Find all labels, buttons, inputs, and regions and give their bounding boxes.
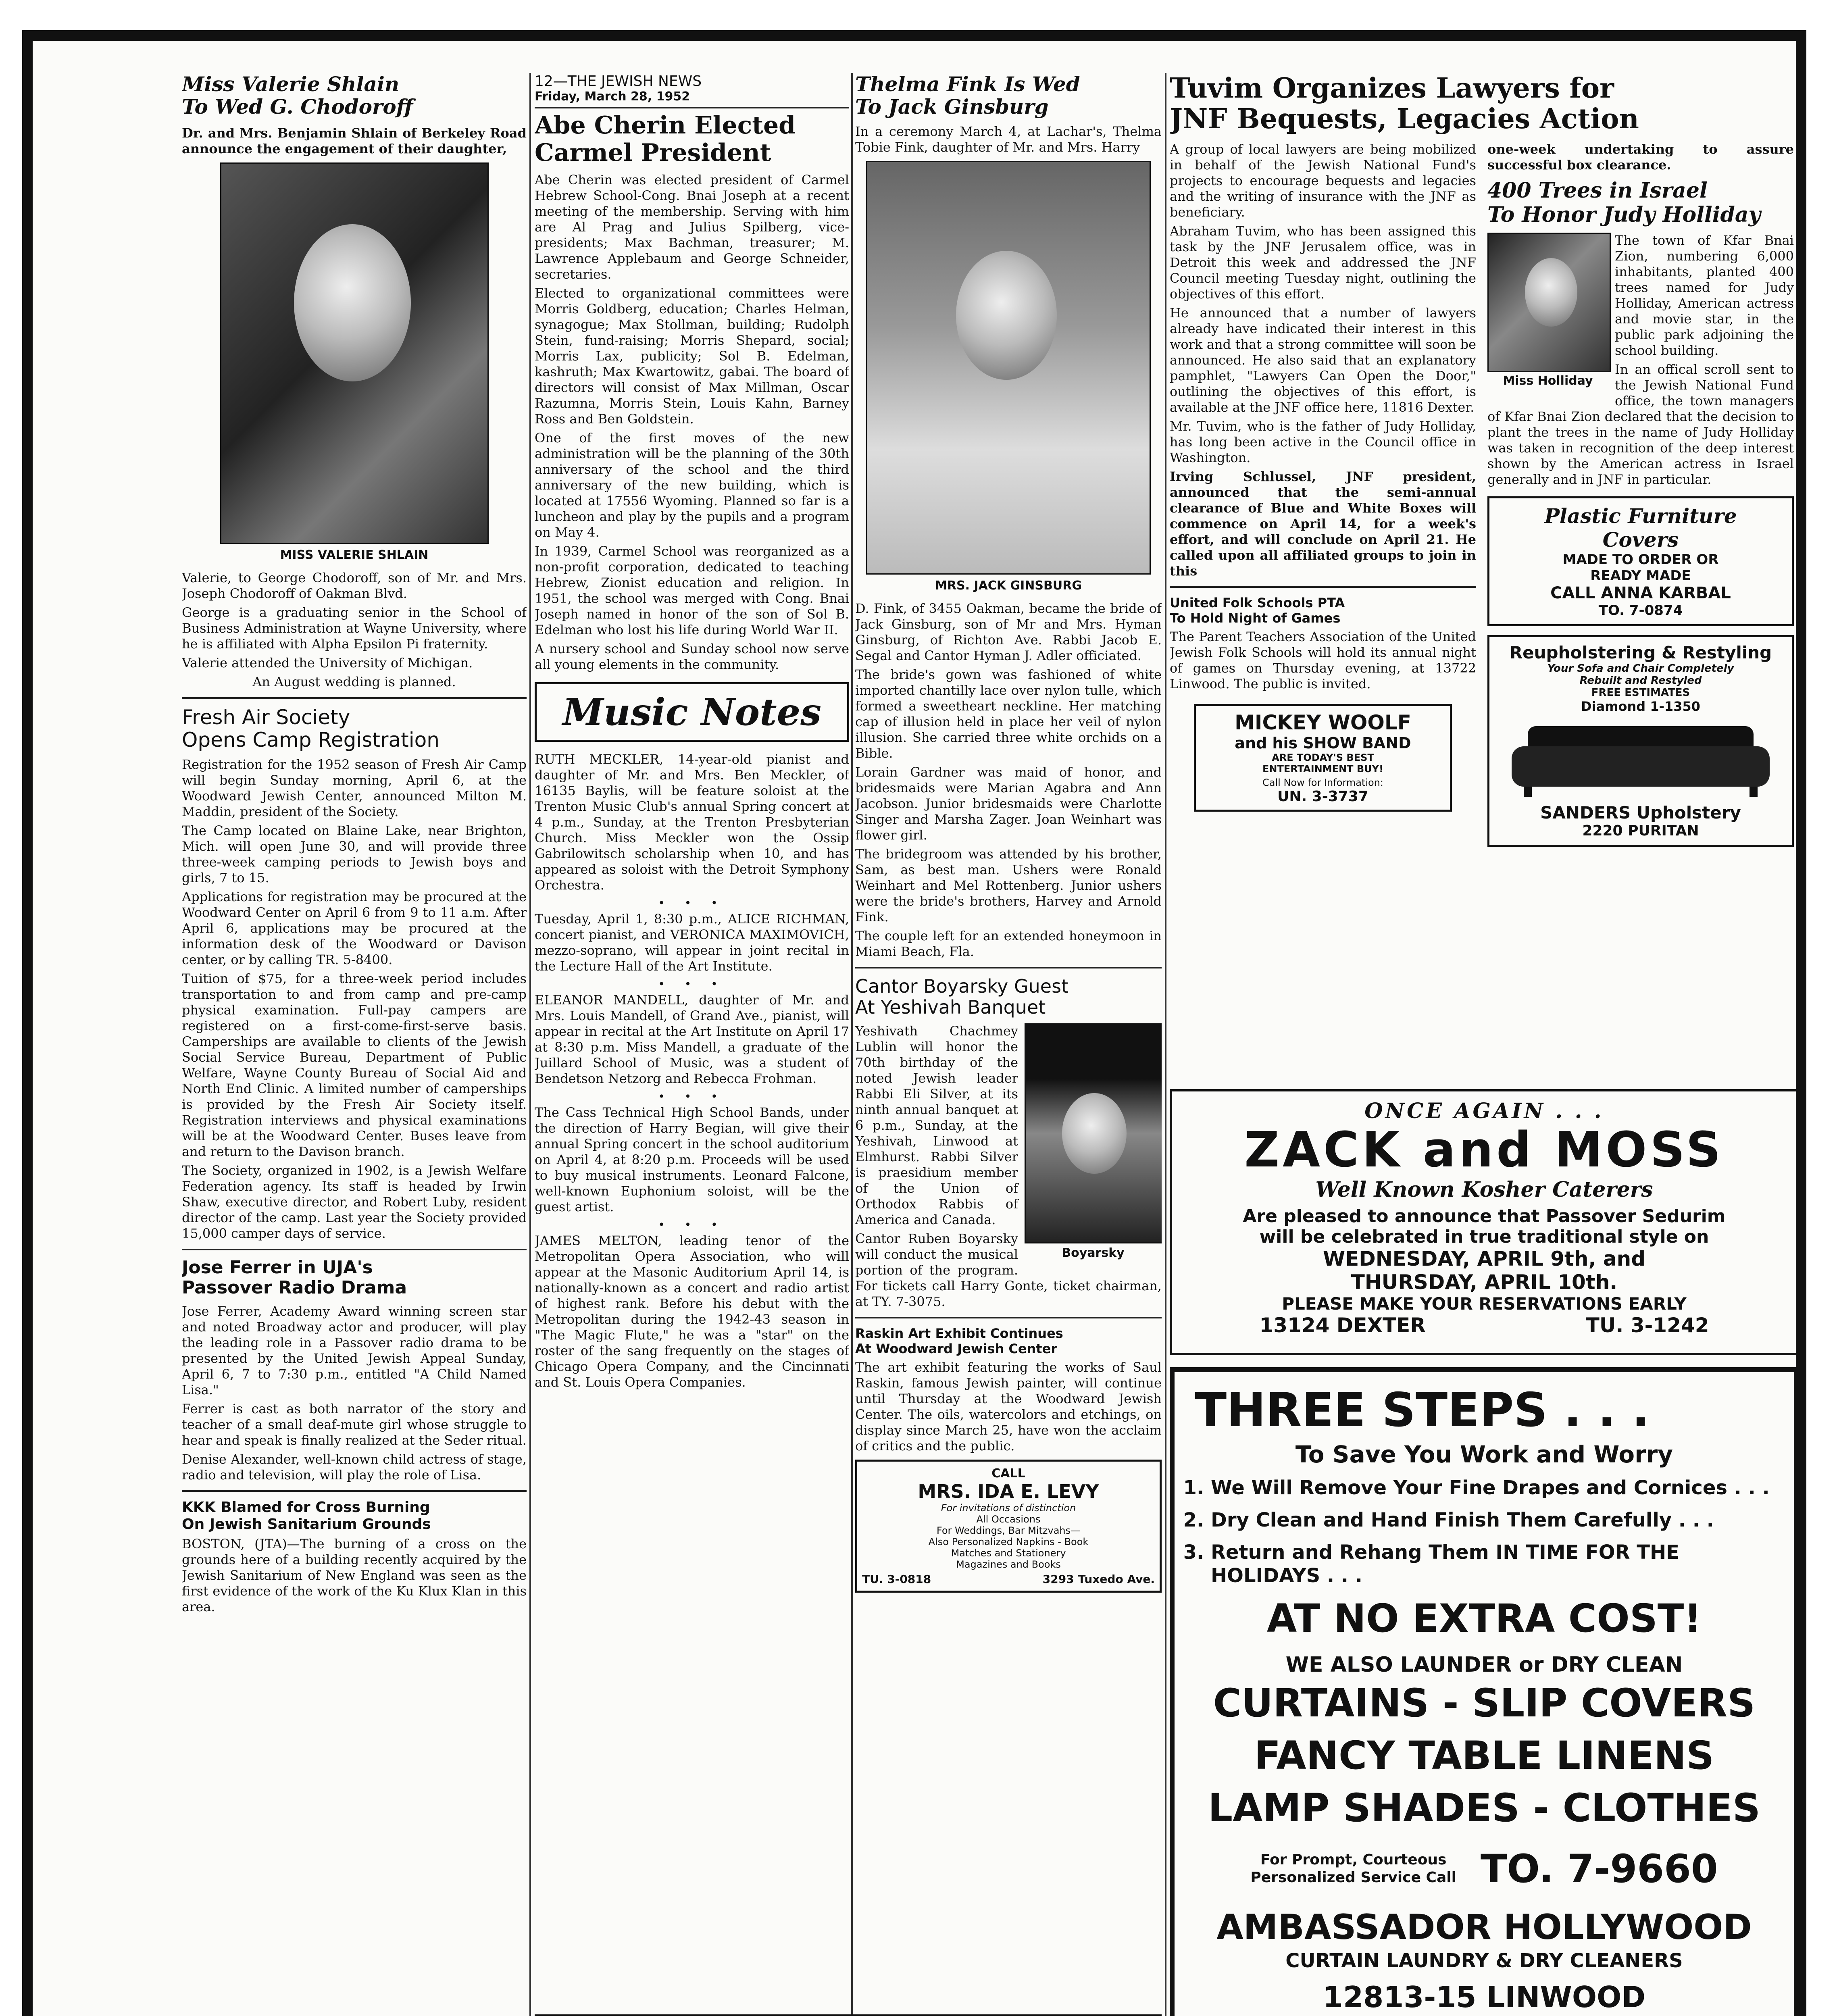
music-paragraph: Tuesday, April 1, 8:30 p.m., ALICE RICHMAN, concert pianist, and VERONICA MAXIMOVICH, mezzo-soprano, will appear in joint recital in the Lecture Hall of the Art Institute.: [535, 911, 849, 974]
steps-list: [1211, 1476, 1782, 1587]
cherin-paragraph: In 1939, Carmel School was reorganized as a non-profit corporation, dedicated to teaching Hebrew, Zionist education and religion. In 1951, the school was merged with Cong. Bnai Joseph named in honor of the son of Sol B. Edelman who lost his life during World War II.: [535, 544, 849, 637]
boyarsky-photo-block: [1025, 1023, 1162, 1262]
holliday-photo: [1487, 233, 1611, 372]
ambassador-hollywood-ad: THREE STEPS . . . To Save You Work and Worry 1. We Will Remove Your Fine Drapes and Cornices . . . 2. Dry Clean and Hand Finish Them Carefully . . . 3. Return and Rehang Them IN TIME FOR THE HOLIDAYS . . . AT NO EXTRA COST! WE ALSO LAUNDER or DRY CLEAN CURTAINS - SLIP COVERS FANCY TABLE LINENS LAMP SHADES - CLOTHES For Prompt, Courteous Personalized Service Call TO. 7-9660 AMBASSADOR HOLLYWOOD CURTAIN LAUNDRY & DRY CLEANERS 12813-15 LINWOOD: [1170, 1367, 1799, 2016]
holliday-caption: Miss Holliday: [1503, 374, 1593, 388]
fresh-air-paragraph: The Society, organized in 1902, is a Jewish Welfare Federation agency. Its staff is headed by Irwin Shaw, executive director, and Robert Luby, resident director of the camp. Last year the Society provided 15,000 camper days of service.: [182, 1163, 527, 1241]
music-paragraph: JAMES MELTON, leading tenor of the Metropolitan Opera Association, who will appear at the Masonic Auditorium April 14, is nationally-known as a concert and radio artist of highest rank. Before his debut with the Metropolitan during the 1942-43 season in "The Magic Flute," he was a "star" on the roster of the sang frequently on the stages of Chicago Opera Company, and the Cincinnati and St. Louis Opera Companies.: [535, 1233, 849, 1390]
ginsburg-wedding-photo: [866, 161, 1151, 575]
boyarsky-paragraph: Cantor Ruben Boyarsky will conduct the musical portion of the program. For tickets call Harry Gonte, ticket chairman, at TY. 7-3075.: [855, 1231, 1162, 1309]
tuvim-headline: Tuvim Organizes Lawyers for JNF Bequests, Legacies Action: [1170, 73, 1639, 135]
column-3: [855, 73, 1162, 1593]
masthead-page-line: 12—THE JEWISH NEWS: [535, 73, 702, 90]
fink-headline: Thelma Fink Is Wed To Jack Ginsburg: [855, 73, 1080, 119]
fink-caption: MRS. JACK GINSBURG: [935, 579, 1082, 593]
tuvim-left: [1170, 142, 1476, 847]
tuvim-right: [1487, 142, 1794, 847]
masthead-date: Friday, March 28, 1952: [535, 90, 690, 104]
fink-lead: In a ceremony March 4, at Lachar's, Thelma Tobie Fink, daughter of Mr. and Mrs. Harry: [855, 124, 1162, 155]
column-4: [1170, 73, 1799, 847]
raskin-paragraph: The art exhibit featuring the works of Saul Raskin, famous Jewish painter, will continue until Thursday at the Woodward Jewish Center. The oils, watercolors and etchings, on display since March 25, have won the acclaim of critics and the public.: [855, 1360, 1162, 1454]
tuvim-paragraph: one-week undertaking to assure successful box clearance.: [1487, 142, 1794, 173]
raskin-headline: Raskin Art Exhibit Continues At Woodward Jewish Center: [855, 1326, 1063, 1356]
cherin-paragraph: A nursery school and Sunday school now serve all young elements in the community.: [535, 641, 849, 672]
ferrer-paragraph: Ferrer is cast as both narrator of the story and teacher of a small deaf-mute girl whose struggle to hear and speak is finally realized at the Seder ritual.: [182, 1401, 527, 1448]
ferrer-paragraph: Denise Alexander, well-known child actress of stage, radio and television, will play the role of Lisa.: [182, 1452, 527, 1483]
music-notes-banner: [535, 682, 849, 742]
music-paragraph: ELEANOR MANDELL, daughter of Mr. and Mrs. Louis Mandell, of Grand Ave., pianist, will appear in recital at the Art Institute on April 17 at 8:30 p.m. Miss Mandell, a graduate of the Juillard School of Music, was a student of Bendetson Netzorg and Rebecca Frohman.: [535, 992, 849, 1086]
fink-paragraph: Lorain Gardner was maid of honor, and bridesmaids were Marian Agabra and Ann Jacobson. Junior bridesmaids were Charlotte Singer and Marsha Zager. Joan Weinhart was flower girl.: [855, 764, 1162, 843]
shlain-lead: Dr. and Mrs. Benjamin Shlain of Berkeley Road announce the engagement of their daughter,: [182, 125, 527, 156]
column-1: [182, 73, 527, 1618]
kkk-paragraph: BOSTON, (JTA)—The burning of a cross on the grounds here of a building recently acquired by the Jewish Sanitarium of New England was seen as the first evidence of the work of the Ku Klux Klan in this area.: [182, 1536, 527, 1614]
kkk-headline: KKK Blamed for Cross Burning On Jewish Sanitarium Grounds: [182, 1499, 431, 1533]
music-paragraph: The Cass Technical High School Bands, under the direction of Harry Begian, will give their annual Spring concert in the school auditorium on April 4, at 8:20 p.m. Proceeds will be used to buy musical instruments. Leonard Falcone, well-known Euphonium soloist, will be the guest artist.: [535, 1105, 849, 1214]
tuvim-paragraph: Irving Schlussel, JNF president, announced that the semi-annual clearance of Blue and White Boxes will commence on April 14, for a week's effort, and will conclude on April 21. He called upon all affiliated groups to join in this: [1170, 469, 1476, 579]
cherin-paragraph: Elected to organizational committees were Morris Goldberg, education; Charles Helman, synagogue; Max Stollman, building; Rudolph Stein, fund-raising; Morris Shepard, social; Morris Lax, publicity; Sol B. Edelman, kashruth; Max Kwartowitz, gabai. The board of directors will consist of Max Millman, Oscar Razumna, Morris Stein, Louis Kahn, Barney Ross and Ben Goldstein.: [535, 285, 849, 427]
column-2: 12—THE JEWISH NEWS Friday, March 28, 1952 Abe Cherin Elected Carmel President Abe Cherin was elected president of Carmel Hebrew School-Cong. Bnai Joseph at a recent meeting of the membership. Serving with him are Al Prag and Julius Spilberg, vice-presidents; Max Bachman, treasurer; M. Lawrence Applebaum and George Schneider, secretaries. Elected to organizational committees were Morris Goldberg, education; Charles Helman, synagogue; Max Stollman, building; Rudolph Stein, fund-raising; Morris Shepard, social; Morris Lax, publicity; Sol B. Edelman, kashruth; Max Kwartowitz, gabai. The board of directors will consist of Max Millman, Oscar Razumna, Morris Stein, Louis Kahn, Barney Ross and Ben Goldstein. One of the first moves of the new administration will be the planning of the 30th anniversary of the school and the third anniversary of the new building, which is located at 17556 Wyoming. Planned so far is a luncheon and play by the pupils and a program on May 4. In 1939, Carmel School was reorganized as a non-profit corporation, dedicated to teaching Hebrew, Zionist education and religion. In 1951, the school was merged with Cong. Bnai Joseph named in honor of the son of Sol B. Edelman who lost his life during World War II. A nursery school and Sunday school now serve all young elements in the community. Music Notes RUTH MECKLER, 14-year-old pianist and daughter of Mr. and Mrs. Ben Meckler, of 16135 Baylis, will be feature soloist at the Trenton Music Club's annual Spring concert at 4 p.m., Sunday, at the Trenton Presbyterian Church. Miss Meckler won the Ossip Gabrilowitsch scholarship when 10, and has appeared as soloist with the Detroit Symphony Orchestra. • • • Tuesday, April 1, 8:30 p.m., ALICE RICHMAN, concert pianist, and VERONICA MAXIMOVICH, mezzo-soprano, will appear in joint recital in the Lecture Hall of the Art Institute. • • • ELEANOR MANDELL, daughter of Mr. and Mrs. Louis Mandell, of Grand Ave., pianist, will appear in recital at the Art Institute on April 17 at 8:30 p.m. Miss Mandell, a graduate of the Juillard School of Music, was a student of Bendetson Netzorg and Rebecca Frohman. • • • The Cass Technical High School Bands, under the direction of Harry Begian, will give their annual Spring concert in the school auditorium on April 4, at 8:20 p.m. Proceeds will be used to buy musical instruments. Leonard Falcone, well-known Euphonium soloist, will be the guest artist. • • • JAMES MELTON, leading tenor of the Metropolitan Opera Association, who will appear at the Masonic Auditorium April 14, is nationally-known as a concert and radio artist of highest rank. Before his debut with the Metropolitan during the 1942-43 season in "The Magic Flute," he was a "star" on the roster of the sang frequently on the stages of Chicago Opera Company, and the Cincinnati and St. Louis Opera Companies.: [535, 73, 849, 1390]
fresh-air-headline: Fresh Air Society Opens Camp Registration: [182, 706, 439, 752]
mickey-woolf-ad: MICKEY WOOLF and his SHOW BAND ARE TODAY'S BEST ENTERTAINMENT BUY! Call Now for Information: UN. 3-3737: [1194, 704, 1452, 812]
fresh-air-paragraph: Applications for registration may be procured at the Woodward Center on April 6 from 9 to 11 a.m. After April 6, applications may be procured at the information desk of the Woodward or Davison center, or by calling TR. 5-8400.: [182, 889, 527, 967]
ferrer-headline: Jose Ferrer in UJA's Passover Radio Drama: [182, 1257, 407, 1298]
shlain-headline: Miss Valerie Shlain To Wed G. Chodoroff: [182, 73, 413, 119]
trees-paragraph: The town of Kfar Bnai Zion, numbering 6,000 inhabitants, planted 400 trees named for Judy Holliday, American actress and movie star, in the public park adjoining the school building.: [1615, 233, 1794, 358]
newspaper-page: [22, 30, 1806, 2016]
shlain-paragraph: An August wedding is planned.: [252, 674, 456, 689]
cherin-headline: Abe Cherin Elected Carmel President: [535, 111, 796, 167]
shlain-caption: MISS VALERIE SHLAIN: [280, 548, 429, 562]
boyarsky-headline: Cantor Boyarsky Guest At Yeshivah Banquet: [855, 975, 1069, 1018]
trees-headline: 400 Trees in Israel To Honor Judy Holliday: [1487, 178, 1761, 227]
tuvim-paragraph: Mr. Tuvim, who is the father of Judy Holliday, has long been active in the Council office in Washington.: [1170, 419, 1476, 465]
valerie-shlain-photo: [220, 162, 489, 544]
cherin-paragraph: One of the first moves of the new administration will be the planning of the 30th anniversary of the school and the third anniversary of the new building, which is located at 17556 Wyoming. Planned so far is a luncheon and play by the pupils and a program on May 4.: [535, 430, 849, 540]
boyarsky-caption: Boyarsky: [1062, 1246, 1125, 1260]
music-paragraph: RUTH MECKLER, 14-year-old pianist and daughter of Mr. and Mrs. Ben Meckler, of 16135 Baylis, will be feature soloist at the Trenton Music Club's annual Spring concert at 4 p.m., Sunday, at the Trenton Presbyterian Church. Miss Meckler won the Ossip Gabrilowitsch scholarship when 10, and has appeared as soloist with the Detroit Symphony Orchestra.: [535, 752, 849, 893]
fink-paragraph: D. Fink, of 3455 Oakman, became the bride of Jack Ginsburg, son of Mr and Mrs. Hyman Ginsburg, of Richton Ave. Rabbi Jacob E. Segal and Cantor Hyman J. Adler officiated.: [855, 601, 1162, 663]
step-item: 3. Return and Rehang Them IN TIME FOR THE HOLIDAYS . . .: [1211, 1541, 1782, 1587]
boyarsky-paragraph: Yeshivath Chachmey Lublin will honor the 70th birthday of the noted Jewish leader Rabbi Eli Silver, at its ninth annual banquet at 6 p.m., Sunday, at the Yeshivah, Linwood at Elmhurst. Rabbi Silver is praesidium member of the Union of Orthodox Rabbis of America and Canada.: [855, 1023, 1018, 1227]
trees-paragraph: In an offical scroll sent to the Jewish National Fund office, the town managers of Kfar Bnai Zion declared that the decision to plant the trees in the name of Judy Holliday was taken in recognition of the deep interest shown by the American actress in Israel generally and in JNF in particular.: [1487, 362, 1794, 487]
step-item: 1. We Will Remove Your Fine Drapes and Cornices . . .: [1211, 1476, 1782, 1500]
holliday-photo-block: [1487, 233, 1608, 389]
steps-contact-row: For Prompt, Courteous Personalized Service Call TO. 7-9660: [1250, 1846, 1718, 1891]
tuvim-columns: [1170, 142, 1799, 847]
dexter-davison-ad: [535, 2014, 1162, 2016]
column-rule: [851, 73, 853, 2016]
fink-paragraph: The bridegroom was attended by his brother, Sam, as best man. Ushers were Ronald Weinhart and Mel Rottenberg. Junior ushers were the bride's brothers, Harvey and Arnold Fink.: [855, 846, 1162, 925]
tuvim-paragraph: A group of local lawyers are being mobilized in behalf of the Jewish National Fund's projects to encourage bequests and legacies and the writing of insurance with the JNF as beneficiary.: [1170, 142, 1476, 220]
plastic-covers-ad: Plastic Furniture Covers MADE TO ORDER OR READY MADE CALL ANNA KARBAL TO. 7-0874: [1487, 496, 1794, 626]
folk-paragraph: The Parent Teachers Association of the United Jewish Folk Schools will hold its annual night of games on Thursday evening, at 13722 Linwood. The public is invited.: [1170, 629, 1476, 691]
folk-headline: United Folk Schools PTA To Hold Night of Games: [1170, 595, 1345, 626]
fresh-air-paragraph: The Camp located on Blaine Lake, near Brighton, Mich. will open June 30, and will provide three three-week camping periods to Jewish boys and girls, 7 to 15.: [182, 823, 527, 885]
levy-ad: CALL MRS. IDA E. LEVY For invitations of distinction All Occasions For Weddings, Bar Mitzvahs— Also Personalized Napkins - Book Matches and Stationery Magazines and Books TU. 3-0818 3293 Tuxedo Ave.: [855, 1460, 1162, 1593]
cherin-paragraph: Abe Cherin was elected president of Carmel Hebrew School-Cong. Bnai Joseph at a recent meeting of the membership. Serving with him are Al Prag and Julius Spilberg, vice-presidents; Max Bachman, treasurer; M. Lawrence Applebaum and George Schneider, secretaries.: [535, 172, 849, 282]
fresh-air-paragraph: Tuition of $75, for a three-week period includes transportation to and from camp and pre-camp physical examination. Full-pay campers are registered on a first-come-first-serve basis. Camperships are available to clients of the Jewish Social Service Bureau, Department of Public Welfare, Wayne County Bureau of Social Aid and North End Clinic. A limited number of camperships is provided by the Fresh Air Society itself. Registration interviews and physical examinations will be at the Woodward Center. Buses leave from and return to the Davison branch.: [182, 971, 527, 1159]
boyarsky-photo: [1025, 1023, 1162, 1243]
column-rule: [529, 73, 531, 2016]
shlain-paragraph: Valerie, to George Chodoroff, son of Mr. and Mrs. Joseph Chodoroff of Oakman Blvd.: [182, 570, 527, 601]
shlain-paragraph: George is a graduating senior in the School of Business Administration at Wayne University, where he is affiliated with Alpha Epsilon Pi fraternity.: [182, 605, 527, 652]
column-rule: [1165, 73, 1166, 2016]
step-item: 2. Dry Clean and Hand Finish Them Carefully . . .: [1211, 1508, 1782, 1532]
sanders-ad: Reupholstering & Restyling Your Sofa and Chair Completely Rebuilt and Restyled FREE ESTIMATES Diamond 1-1350 SANDERS Upholstery 2220 PURITAN: [1487, 635, 1794, 847]
sofa-illustration: [1512, 718, 1770, 799]
zack-moss-ad: ONCE AGAIN . . . ZACK and MOSS Well Known Kosher Caterers Are pleased to announce that Passover Sedurim will be celebrated in true traditional style on WEDNESDAY, APRIL 9th, and THURSDAY, APRIL 10th. PLEASE MAKE YOUR RESERVATIONS EARLY 13124 DEXTER TU. 3-1242: [1170, 1089, 1799, 1355]
tuvim-paragraph: He announced that a number of lawyers already have indicated their interest in this work and that a strong committee will soon be announced. He also said that an explanatory pamphlet, "Lawyers Can Open the Door," outlining the objectives of this effort, is available at the JNF office here, 11816 Dexter.: [1170, 305, 1476, 415]
ferrer-paragraph: Jose Ferrer, Academy Award winning screen star and noted Broadway actor and producer, will play the leading role in a Passover radio drama to be presented by the United Jewish Appeal Sunday, April 6, 7 to 7:30 p.m., entitled "A Child Named Lisa.": [182, 1304, 527, 1397]
shlain-paragraph: Valerie attended the University of Michigan.: [182, 655, 473, 671]
tuvim-paragraph: Abraham Tuvim, who has been assigned this task by the JNF Jerusalem office, was in Detroit this week and addressed the JNF Council meeting Tuesday night, outlining the objectives of this effort.: [1170, 223, 1476, 302]
fresh-air-paragraph: Registration for the 1952 season of Fresh Air Camp will begin Sunday morning, April 6, at the Woodward Jewish Center, announced Milton M. Maddin, president of the Society.: [182, 757, 527, 819]
fink-paragraph: The bride's gown was fashioned of white imported chantilly lace over nylon tulle, which formed a sweetheart neckline. Her matching cap of illusion held in place her veil of nylon illusion. She carried three white orchids on a Bible.: [855, 667, 1162, 761]
music-notes-title: Music Notes: [562, 690, 821, 734]
fink-paragraph: The couple left for an extended honeymoon in Miami Beach, Fla.: [855, 928, 1162, 959]
